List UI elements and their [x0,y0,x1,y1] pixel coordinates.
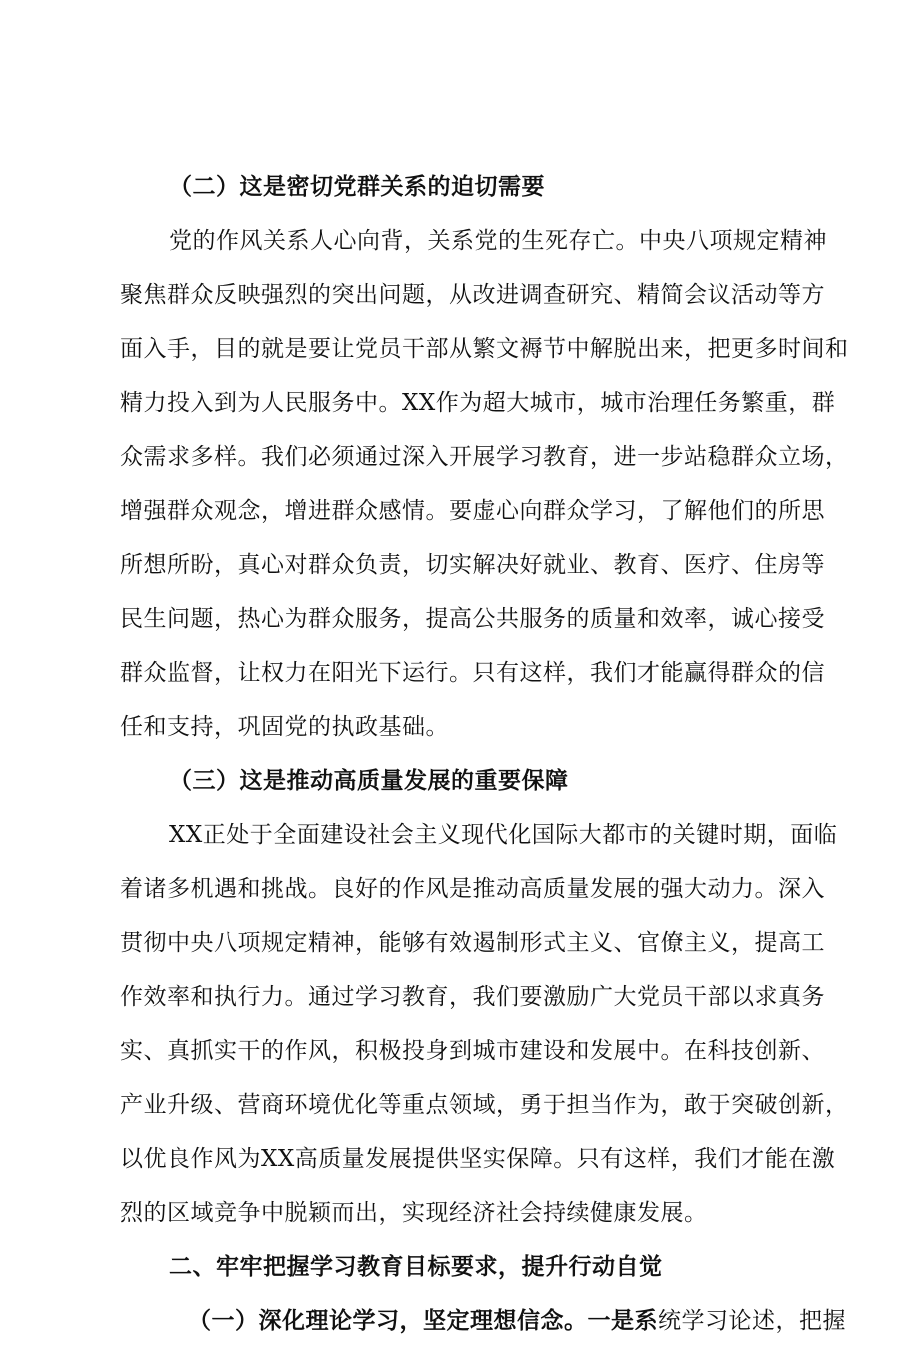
paragraph-line: 增强群众观念，增进群众感情。要虚心向群众学习，了解他们的所思 [120,498,825,524]
paragraph-line: 精力投入到为人民服务中。XX作为超大城市，城市治理任务繁重，群 [120,390,836,416]
section-heading-2-3: （三）这是推动高质量发展的重要保障 [169,767,569,794]
paragraph-line: 众需求多样。我们必须通过深入开展学习教育，进一步站稳群众立场， [120,444,849,470]
section-heading-3: 二、牢牢把握学习教育目标要求，提升行动自觉 [169,1253,663,1280]
paragraph-line: 党的作风关系人心向背，关系党的生死存亡。中央八项规定精神 [169,228,827,254]
paragraph-line: 所想所盼，真心对群众负责，切实解决好就业、教育、医疗、住房等 [120,552,825,578]
paragraph-line: 群众监督，让权力在阳光下运行。只有这样，我们才能赢得群众的信 [120,660,825,686]
paragraph-line: 以优良作风为XX高质量发展提供坚实保障。只有这样，我们才能在激 [120,1146,836,1172]
section-heading-2-2: （二）这是密切党群关系的迫切需要 [169,173,545,200]
sub-heading-text: 统学习论述，把握 [658,1308,846,1334]
paragraph-line: 贯彻中央八项规定精神，能够有效遏制形式主义、官僚主义，提高工 [120,930,825,956]
document-body [120,160,849,1348]
paragraph-line: 作效率和执行力。通过学习教育，我们要激励广大党员干部以求真务 [120,984,825,1010]
paragraph-line: 实、真抓实干的作风，积极投身到城市建设和发展中。在科技创新、 [120,1038,825,1064]
paragraph-line: 产业升级、营商环境优化等重点领域，勇于担当作为，敢于突破创新， [120,1092,849,1118]
paragraph-line: 烈的区域竞争中脱颖而出，实现经济社会持续健康发展。 [120,1200,708,1226]
sub-heading-bold: （一）深化理论学习，坚定理想信念。一是系 [188,1307,658,1334]
paragraph-line: 民生问题，热心为群众服务，提高公共服务的质量和效率，诚心接受 [120,606,825,632]
paragraph-line: 着诸多机遇和挑战。良好的作风是推动高质量发展的强大动力。深入 [120,876,825,902]
paragraph-line: 聚焦群众反映强烈的突出问题，从改进调查研究、精简会议活动等方 [120,282,825,308]
paragraph-line: 任和支持，巩固党的执政基础。 [120,714,449,740]
paragraph-line: XX正处于全面建设社会主义现代化国际大都市的关键时期，面临 [169,822,838,848]
paragraph-line: 面入手，目的就是要让党员干部从繁文褥节中解脱出来，把更多时间和 [120,336,849,362]
sub-heading-line [120,1294,846,1348]
